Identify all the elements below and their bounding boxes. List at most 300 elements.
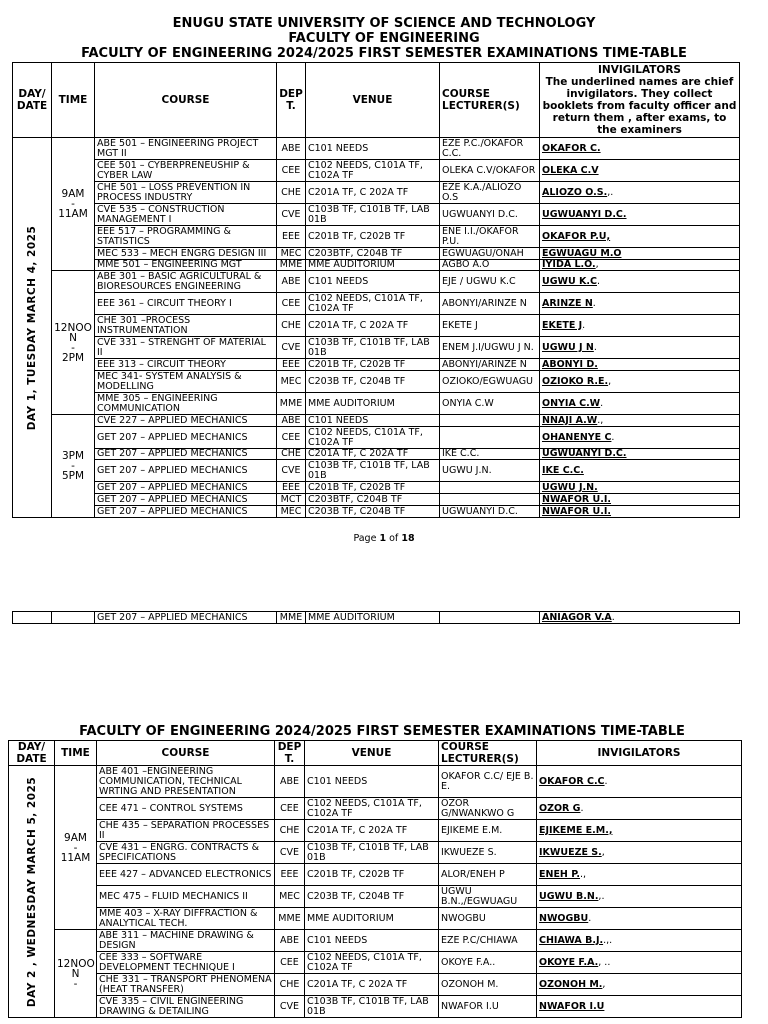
- page-total: 18: [401, 533, 415, 544]
- lecturer-cell: OKOYE F.A..: [439, 952, 537, 974]
- time-slot-cell: [55, 930, 97, 1018]
- invigilator-name: EGWUAGU M.O: [542, 247, 622, 259]
- invigilator-cell: [540, 371, 740, 393]
- invigilator-cell: [540, 393, 740, 415]
- dept-cell: MME: [277, 260, 306, 271]
- invigilator-cell: [537, 996, 742, 1018]
- lecturer-cell: OZOR G/NWANKWO G: [439, 798, 537, 820]
- invigilator-suffix: ,: [608, 375, 612, 387]
- invigilator-cell: [540, 138, 740, 160]
- invigilator-name: UGWU J.N.: [542, 481, 598, 493]
- page-indicator: [0, 533, 768, 544]
- time-slot-line: 3PM: [61, 450, 85, 462]
- invigilator-suffix: ,.: [607, 186, 614, 198]
- invigilator-name: IYIDA L.O.: [542, 259, 596, 270]
- course-cell: MEC 533 – MECH ENGRG DESIGN III: [95, 248, 277, 260]
- table-row: [13, 293, 740, 315]
- invigilator-suffix: .,: [580, 868, 587, 880]
- col-day-date: DAY/ DATE: [13, 63, 52, 138]
- time-slot-line: 9AM: [64, 831, 87, 844]
- table-row: [13, 260, 740, 271]
- lecturer-cell: ONYIA C.W: [440, 393, 540, 415]
- venue-cell: C203B TF, C204B TF: [305, 886, 439, 908]
- lecturer-cell: ABONYI/ARINZE N: [440, 293, 540, 315]
- time-slot-line: N: [71, 967, 80, 980]
- lecturer-cell: EZE P.C/CHIAWA: [439, 930, 537, 952]
- course-cell: GET 207 – APPLIED MECHANICS: [95, 494, 277, 506]
- course-cell: GET 207 – APPLIED MECHANICS: [95, 506, 277, 518]
- time-slot-line: 5PM: [61, 470, 85, 482]
- course-cell: CEE 333 – SOFTWARE DEVELOPMENT TECHNIQUE I: [97, 952, 275, 974]
- lecturer-cell: EZE K.A./ALIOZO O.S: [440, 182, 540, 204]
- lecturer-cell: ABONYI/ARINZE N: [440, 359, 540, 371]
- invigilator-name: ONYIA C.W: [542, 397, 601, 409]
- dept-cell: CVE: [275, 842, 305, 864]
- invigilator-name: NWAFOR U.I.: [542, 505, 612, 517]
- table-row: [13, 160, 740, 182]
- venue-cell: C102 NEEDS, C101A TF, C102A TF: [305, 952, 439, 974]
- table-row: [9, 974, 742, 996]
- venue-cell: C101 NEEDS: [306, 271, 440, 293]
- col-lecturers: COURSE LECTURER(S): [440, 63, 540, 138]
- venue-cell: C103B TF, C101B TF, LAB 01B: [306, 460, 440, 482]
- dept-cell: EEE: [277, 226, 306, 248]
- venue-cell: C201A TF, C 202A TF: [306, 315, 440, 337]
- invigilator-cell: [540, 260, 740, 271]
- page-prefix: Page: [353, 533, 377, 544]
- lecturer-cell: [440, 427, 540, 449]
- col-invigilators: INVIGILATORS: [537, 741, 742, 766]
- time-slot-cell: [52, 138, 95, 271]
- lecturer-cell: OZONOH M.: [439, 974, 537, 996]
- time-slot-cell: [55, 766, 97, 930]
- table-row: [13, 393, 740, 415]
- lecturer-cell: UGWU B.N.,/EGWUAGU: [439, 886, 537, 908]
- dept-cell: MME: [277, 393, 306, 415]
- venue-cell: MME AUDITORIUM: [306, 393, 440, 415]
- invigilator-name: OKAFOR P.U,: [542, 230, 611, 242]
- table-row: [9, 820, 742, 842]
- venue-cell: C102 NEEDS, C101A TF, C102A TF: [305, 798, 439, 820]
- dept-cell: CHE: [277, 182, 306, 204]
- dept-cell: CVE: [277, 204, 306, 226]
- dept-cell: EEE: [277, 359, 306, 371]
- day2-timetable: [8, 740, 742, 1018]
- course-cell: MEC 475 – FLUID MECHANICS II: [97, 886, 275, 908]
- lecturer-cell: AGBO A.O: [440, 260, 540, 271]
- invigilator-cell: [540, 359, 740, 371]
- invigilator-suffix: ,.: [598, 890, 605, 902]
- time-slot-line: 2PM: [61, 351, 85, 364]
- venue-cell: C203B TF, C204B TF: [306, 371, 440, 393]
- venue-cell: C201B TF, C202B TF: [306, 226, 440, 248]
- faculty-title: FACULTY OF ENGINEERING: [288, 31, 480, 46]
- course-cell: GET 207 – APPLIED MECHANICS: [95, 460, 277, 482]
- dept-cell: ABE: [277, 138, 306, 160]
- table-row: [9, 886, 742, 908]
- lecturer-cell: [440, 612, 540, 624]
- course-cell: MME 305 – ENGINEERING COMMUNICATION: [95, 393, 277, 415]
- course-cell: CEE 501 – CYBERPRENEUSHIP & CYBER LAW: [95, 160, 277, 182]
- course-cell: CEE 471 – CONTROL SYSTEMS: [97, 798, 275, 820]
- course-cell: CVE 227 – APPLIED MECHANICS: [95, 415, 277, 427]
- invigilator-cell: [540, 271, 740, 293]
- col-venue: VENUE: [306, 63, 440, 138]
- invigilator-name: EJIKEME E.M.,: [539, 824, 613, 836]
- invigilator-cell: [540, 506, 740, 518]
- invigilator-suffix: .: [592, 297, 596, 309]
- dept-cell: CVE: [277, 460, 306, 482]
- lecturer-cell: EZE P.C./OKAFOR C.C.: [440, 138, 540, 160]
- dept-cell: CEE: [277, 293, 306, 315]
- time-slot-line: 11AM: [60, 851, 91, 864]
- venue-cell: MME AUDITORIUM: [306, 612, 440, 624]
- invigilator-cell: [537, 842, 742, 864]
- table-row: [9, 952, 742, 974]
- invigilator-suffix: .: [604, 775, 608, 787]
- invigilator-name: OZONOH M.: [539, 978, 603, 990]
- table-row: [9, 908, 742, 930]
- table-row: [13, 315, 740, 337]
- invigilator-cell: [540, 182, 740, 204]
- course-cell: MME 501 – ENGINEERING MGT: [95, 260, 277, 271]
- col-course: COURSE: [95, 63, 277, 138]
- course-cell: EEE 427 – ADVANCED ELECTRONICS: [97, 864, 275, 886]
- table-row: [9, 766, 742, 798]
- dept-cell: MME: [275, 908, 305, 930]
- course-cell: CVE 431 – ENGRG. CONTRACTS & SPECIFICATIONS: [97, 842, 275, 864]
- invigilator-suffix: ,: [602, 978, 606, 990]
- invigilator-name: NWAFOR I.U: [539, 1000, 605, 1012]
- table-row: [13, 182, 740, 204]
- table-row: [13, 415, 740, 427]
- day-date-cell: [13, 138, 52, 518]
- venue-cell: C103B TF, C101B TF, LAB 01B: [306, 204, 440, 226]
- table-row: [13, 248, 740, 260]
- course-cell: ABE 311 – MACHINE DRAWING & DESIGN: [97, 930, 275, 952]
- invigilator-name: ARINZE N: [542, 297, 593, 309]
- time-slot-line: -: [73, 841, 78, 854]
- invigilator-suffix: .: [588, 912, 592, 924]
- venue-cell: C201A TF, C 202A TF: [305, 974, 439, 996]
- university-title: ENUGU STATE UNIVERSITY OF SCIENCE AND TECHNOLOGY: [172, 16, 596, 31]
- invigilator-cell: [540, 160, 740, 182]
- dept-cell: ABE: [275, 766, 305, 798]
- invigilator-cell: [540, 248, 740, 260]
- course-cell: ABE 501 – ENGINEERING PROJECT MGT II: [95, 138, 277, 160]
- col-invigilators: [540, 63, 740, 138]
- venue-cell: C102 NEEDS, C101A TF, C102A TF: [306, 160, 440, 182]
- col-day-date: DAY/ DATE: [9, 741, 55, 766]
- day-date-cell: [9, 766, 55, 1018]
- table-row: [13, 371, 740, 393]
- dept-cell: CEE: [277, 160, 306, 182]
- invigilator-suffix: .: [582, 319, 586, 331]
- invigilator-cell: [540, 226, 740, 248]
- time-slot-line: -: [73, 977, 78, 990]
- lecturer-cell: IKWUEZE S.: [439, 842, 537, 864]
- dept-cell: CVE: [277, 337, 306, 359]
- col-time: TIME: [52, 63, 95, 138]
- venue-cell: C201B TF, C202B TF: [306, 482, 440, 494]
- table-row: [13, 427, 740, 449]
- invigilator-name: ENEH P.: [539, 868, 581, 880]
- invigilator-suffix: .,: [597, 414, 604, 426]
- course-cell: CVE 335 – CIVIL ENGINEERING DRAWING & DETAILING: [97, 996, 275, 1018]
- time-slot-line: -: [71, 341, 75, 354]
- course-cell: GET 207 – APPLIED MECHANICS: [95, 449, 277, 460]
- venue-cell: MME AUDITORIUM: [306, 260, 440, 271]
- table-row: [13, 449, 740, 460]
- venue-cell: C102 NEEDS, C101A TF, C102A TF: [306, 293, 440, 315]
- course-cell: MEC 341- SYSTEM ANALYSIS & MODELLING: [95, 371, 277, 393]
- course-cell: GET 207 – APPLIED MECHANICS: [95, 612, 277, 624]
- dept-cell: MEC: [277, 248, 306, 260]
- invigilator-cell: [540, 612, 740, 624]
- lecturer-cell: [440, 415, 540, 427]
- invigilator-name: IKE C.C.: [542, 464, 584, 476]
- course-cell: CHE 501 – LOSS PREVENTION IN PROCESS INDUSTRY: [95, 182, 277, 204]
- invigilator-name: NWAFOR U.I.: [542, 493, 612, 505]
- invigilator-name: ABONYI D.: [542, 358, 598, 370]
- invigilator-cell: [540, 460, 740, 482]
- lecturer-cell: IKE C.C.: [440, 449, 540, 460]
- invigilator-suffix: ,: [595, 259, 599, 270]
- invigilator-cell: [540, 482, 740, 494]
- col-dept: DEP T.: [275, 741, 305, 766]
- lecturer-cell: ENEM J.I/UGWU J N.: [440, 337, 540, 359]
- time-slot-cell: [52, 271, 95, 415]
- invigilator-cell: [537, 974, 742, 996]
- dept-cell: CEE: [275, 952, 305, 974]
- invigilator-cell: [537, 908, 742, 930]
- invigilators-note: The underlined names are chief invigilators. They collect booklets from faculty officer and return them , after exams, to the examiners: [542, 76, 737, 136]
- lecturer-cell: UGWUANYI D.C.: [440, 506, 540, 518]
- dept-cell: MME: [277, 612, 306, 624]
- course-cell: CHE 331 – TRANSPORT PHENOMENA (HEAT TRANSFER): [97, 974, 275, 996]
- dept-cell: CHE: [277, 315, 306, 337]
- day-label: DAY 2 , WEDNESDAY MARCH 5, 2025: [25, 776, 38, 1007]
- dept-cell: CEE: [277, 427, 306, 449]
- col-lecturers: COURSE LECTURER(S): [439, 741, 537, 766]
- dept-cell: ABE: [277, 271, 306, 293]
- venue-cell: C101 NEEDS: [306, 138, 440, 160]
- invigilator-suffix: .: [596, 275, 600, 287]
- lecturer-cell: [440, 494, 540, 506]
- invigilator-name: OKOYE F.A.: [539, 956, 599, 968]
- invigilator-name: NWOGBU: [539, 912, 589, 924]
- invigilator-name: EKETE J: [542, 319, 583, 331]
- table-row: [13, 460, 740, 482]
- lecturer-cell: EJE / UGWU K.C: [440, 271, 540, 293]
- table-row: [9, 842, 742, 864]
- table-row: [13, 138, 740, 160]
- invigilator-name: IKWUEZE S.: [539, 846, 602, 858]
- invigilator-cell: [537, 766, 742, 798]
- course-cell: CVE 535 – CONSTRUCTION MANAGEMENT I: [95, 204, 277, 226]
- table-row: [13, 482, 740, 494]
- table-row: [13, 359, 740, 371]
- day-label: DAY 1, TUESDAY MARCH 4, 2025: [26, 225, 38, 430]
- table-row: [9, 996, 742, 1018]
- invigilator-cell: [540, 449, 740, 460]
- invigilator-name: UGWU B.N.: [539, 890, 599, 902]
- page-of: of: [389, 533, 399, 544]
- venue-cell: C203BTF, C204B TF: [306, 494, 440, 506]
- venue-cell: C103B TF, C101B TF, LAB 01B: [305, 996, 439, 1018]
- invigilator-cell: [537, 930, 742, 952]
- table-row: [13, 494, 740, 506]
- time-slot-line: -: [71, 198, 75, 210]
- invigilator-cell: [540, 293, 740, 315]
- venue-cell: C201B TF, C202B TF: [305, 864, 439, 886]
- invigilator-cell: [540, 204, 740, 226]
- dept-cell: CVE: [275, 996, 305, 1018]
- table-row: [9, 864, 742, 886]
- invigilator-cell: [540, 494, 740, 506]
- col-venue: VENUE: [305, 741, 439, 766]
- invigilator-name: OZIOKO R.E.: [542, 375, 609, 387]
- venue-cell: C101 NEEDS: [305, 930, 439, 952]
- invigilator-cell: [537, 952, 742, 974]
- lecturer-cell: UGWU J.N.: [440, 460, 540, 482]
- venue-cell: C203BTF, C204B TF: [306, 248, 440, 260]
- invigilator-name: OZOR G: [539, 802, 581, 814]
- invigilator-cell: [537, 798, 742, 820]
- lecturer-cell: OZIOKO/EGWUAGU: [440, 371, 540, 393]
- course-cell: GET 207 – APPLIED MECHANICS: [95, 427, 277, 449]
- lecturer-cell: EKETE J: [440, 315, 540, 337]
- invigilator-name: UGWUANYI D.C.: [542, 208, 627, 220]
- invigilator-name: UGWUANYI D.C.: [542, 448, 627, 459]
- page2-title: FACULTY OF ENGINEERING 2024/2025 FIRST SEMESTER EXAMINATIONS TIME-TABLE: [79, 724, 685, 739]
- time-slot-line: 12NOO: [54, 321, 92, 334]
- dept-cell: EEE: [277, 482, 306, 494]
- lecturer-cell: EJIKEME E.M.: [439, 820, 537, 842]
- lecturer-cell: NWAFOR I.U: [439, 996, 537, 1018]
- venue-cell: C201B TF, C202B TF: [306, 359, 440, 371]
- lecturer-cell: [440, 482, 540, 494]
- table-row: [9, 930, 742, 952]
- table-row: [13, 204, 740, 226]
- lecturer-cell: OLEKA C.V/OKAFOR: [440, 160, 540, 182]
- time-slot-line: 11AM: [58, 208, 88, 220]
- invigilator-suffix: , ..: [598, 956, 611, 968]
- invigilator-suffix: .,.: [603, 934, 613, 946]
- invigilator-name: CHIAWA B.J.: [539, 934, 604, 946]
- venue-cell: C203B TF, C204B TF: [306, 506, 440, 518]
- invigilator-name: NNAJI A.W: [542, 414, 598, 426]
- dept-cell: ABE: [277, 415, 306, 427]
- course-cell: CHE 301 –PROCESS INSTRUMENTATION: [95, 315, 277, 337]
- lecturer-cell: EGWUAGU/ONAH: [440, 248, 540, 260]
- invigilator-name: OHANENYE C: [542, 431, 612, 443]
- dept-cell: ABE: [275, 930, 305, 952]
- invigilators-title: INVIGILATORS: [598, 64, 681, 76]
- dept-cell: MEC: [277, 506, 306, 518]
- lecturer-cell: NWOGBU: [439, 908, 537, 930]
- venue-cell: C101 NEEDS: [305, 766, 439, 798]
- col-dept: DEP T.: [277, 63, 306, 138]
- course-cell: ABE 301 – BASIC AGRICULTURAL & BIORESOURCES ENGINEERING: [95, 271, 277, 293]
- course-cell: CHE 435 – SEPARATION PROCESSES II: [97, 820, 275, 842]
- lecturer-cell: ALOR/ENEH P: [439, 864, 537, 886]
- venue-cell: C103B TF, C101B TF, LAB 01B: [305, 842, 439, 864]
- invigilator-suffix: .: [611, 431, 615, 443]
- invigilator-suffix: .: [580, 802, 584, 814]
- venue-cell: C103B TF, C101B TF, LAB 01B: [306, 337, 440, 359]
- venue-cell: C102 NEEDS, C101A TF, C102A TF: [306, 427, 440, 449]
- invigilator-suffix: .: [611, 611, 615, 623]
- col-time: TIME: [55, 741, 97, 766]
- time-slot-cell: [52, 415, 95, 518]
- table-row: [13, 337, 740, 359]
- invigilator-name: UGWU J N: [542, 341, 594, 353]
- dept-cell: MEC: [277, 371, 306, 393]
- course-cell: EEE 313 – CIRCUIT THEORY: [95, 359, 277, 371]
- course-cell: EEE 517 – PROGRAMMING & STATISTICS: [95, 226, 277, 248]
- course-cell: EEE 361 – CIRCUIT THEORY I: [95, 293, 277, 315]
- page-current: 1: [379, 533, 387, 544]
- continuation-table: [12, 611, 740, 624]
- dept-cell: CHE: [275, 820, 305, 842]
- venue-cell: C201A TF, C 202A TF: [305, 820, 439, 842]
- table-row: [13, 612, 740, 624]
- invigilator-suffix: .: [593, 341, 597, 353]
- venue-cell: MME AUDITORIUM: [305, 908, 439, 930]
- invigilator-name: ALIOZO O.S.: [542, 186, 608, 198]
- day1-timetable: [12, 62, 740, 518]
- course-cell: ABE 401 –ENGINEERING COMMUNICATION, TECHNICAL WRTING AND PRESENTATION: [97, 766, 275, 798]
- dept-cell: MEC: [275, 886, 305, 908]
- invigilator-cell: [540, 315, 740, 337]
- invigilator-cell: [537, 864, 742, 886]
- invigilator-cell: [540, 415, 740, 427]
- time-slot-line: N: [69, 331, 77, 344]
- table-row: [13, 271, 740, 293]
- dept-cell: MCT: [277, 494, 306, 506]
- invigilator-suffix: .: [600, 397, 604, 409]
- invigilator-name: UGWU K.C: [542, 275, 597, 287]
- invigilator-name: ANIAGOR V.A: [542, 611, 612, 623]
- invigilator-name: OKAFOR C.: [542, 142, 601, 154]
- invigilator-name: OKAFOR C.C: [539, 775, 605, 787]
- lecturer-cell: UGWUANYI D.C.: [440, 204, 540, 226]
- invigilator-cell: [540, 337, 740, 359]
- timetable-title: FACULTY OF ENGINEERING 2024/2025 FIRST SEMESTER EXAMINATIONS TIME-TABLE: [81, 46, 687, 61]
- venue-cell: C201A TF, C 202A TF: [306, 182, 440, 204]
- lecturer-cell: ENE I.I./OKAFOR P.U.: [440, 226, 540, 248]
- lecturer-cell: OKAFOR C.C/ EJE B. E.: [439, 766, 537, 798]
- dept-cell: CHE: [275, 974, 305, 996]
- invigilator-cell: [537, 820, 742, 842]
- col-course: COURSE: [97, 741, 275, 766]
- time-slot-line: -: [71, 460, 75, 472]
- invigilator-cell: [537, 886, 742, 908]
- course-cell: CVE 331 – STRENGHT OF MATERIAL II: [95, 337, 277, 359]
- course-cell: GET 207 – APPLIED MECHANICS: [95, 482, 277, 494]
- dept-cell: EEE: [275, 864, 305, 886]
- table-row: [13, 506, 740, 518]
- venue-cell: C201A TF, C 202A TF: [306, 449, 440, 460]
- time-slot-line: 9AM: [61, 188, 85, 200]
- table-row: [13, 226, 740, 248]
- table-row: [9, 798, 742, 820]
- invigilator-suffix: ,: [601, 846, 605, 858]
- venue-cell: C101 NEEDS: [306, 415, 440, 427]
- time-slot-line: 12NOO: [57, 957, 95, 970]
- invigilator-name: OLEKA C.V: [542, 164, 599, 176]
